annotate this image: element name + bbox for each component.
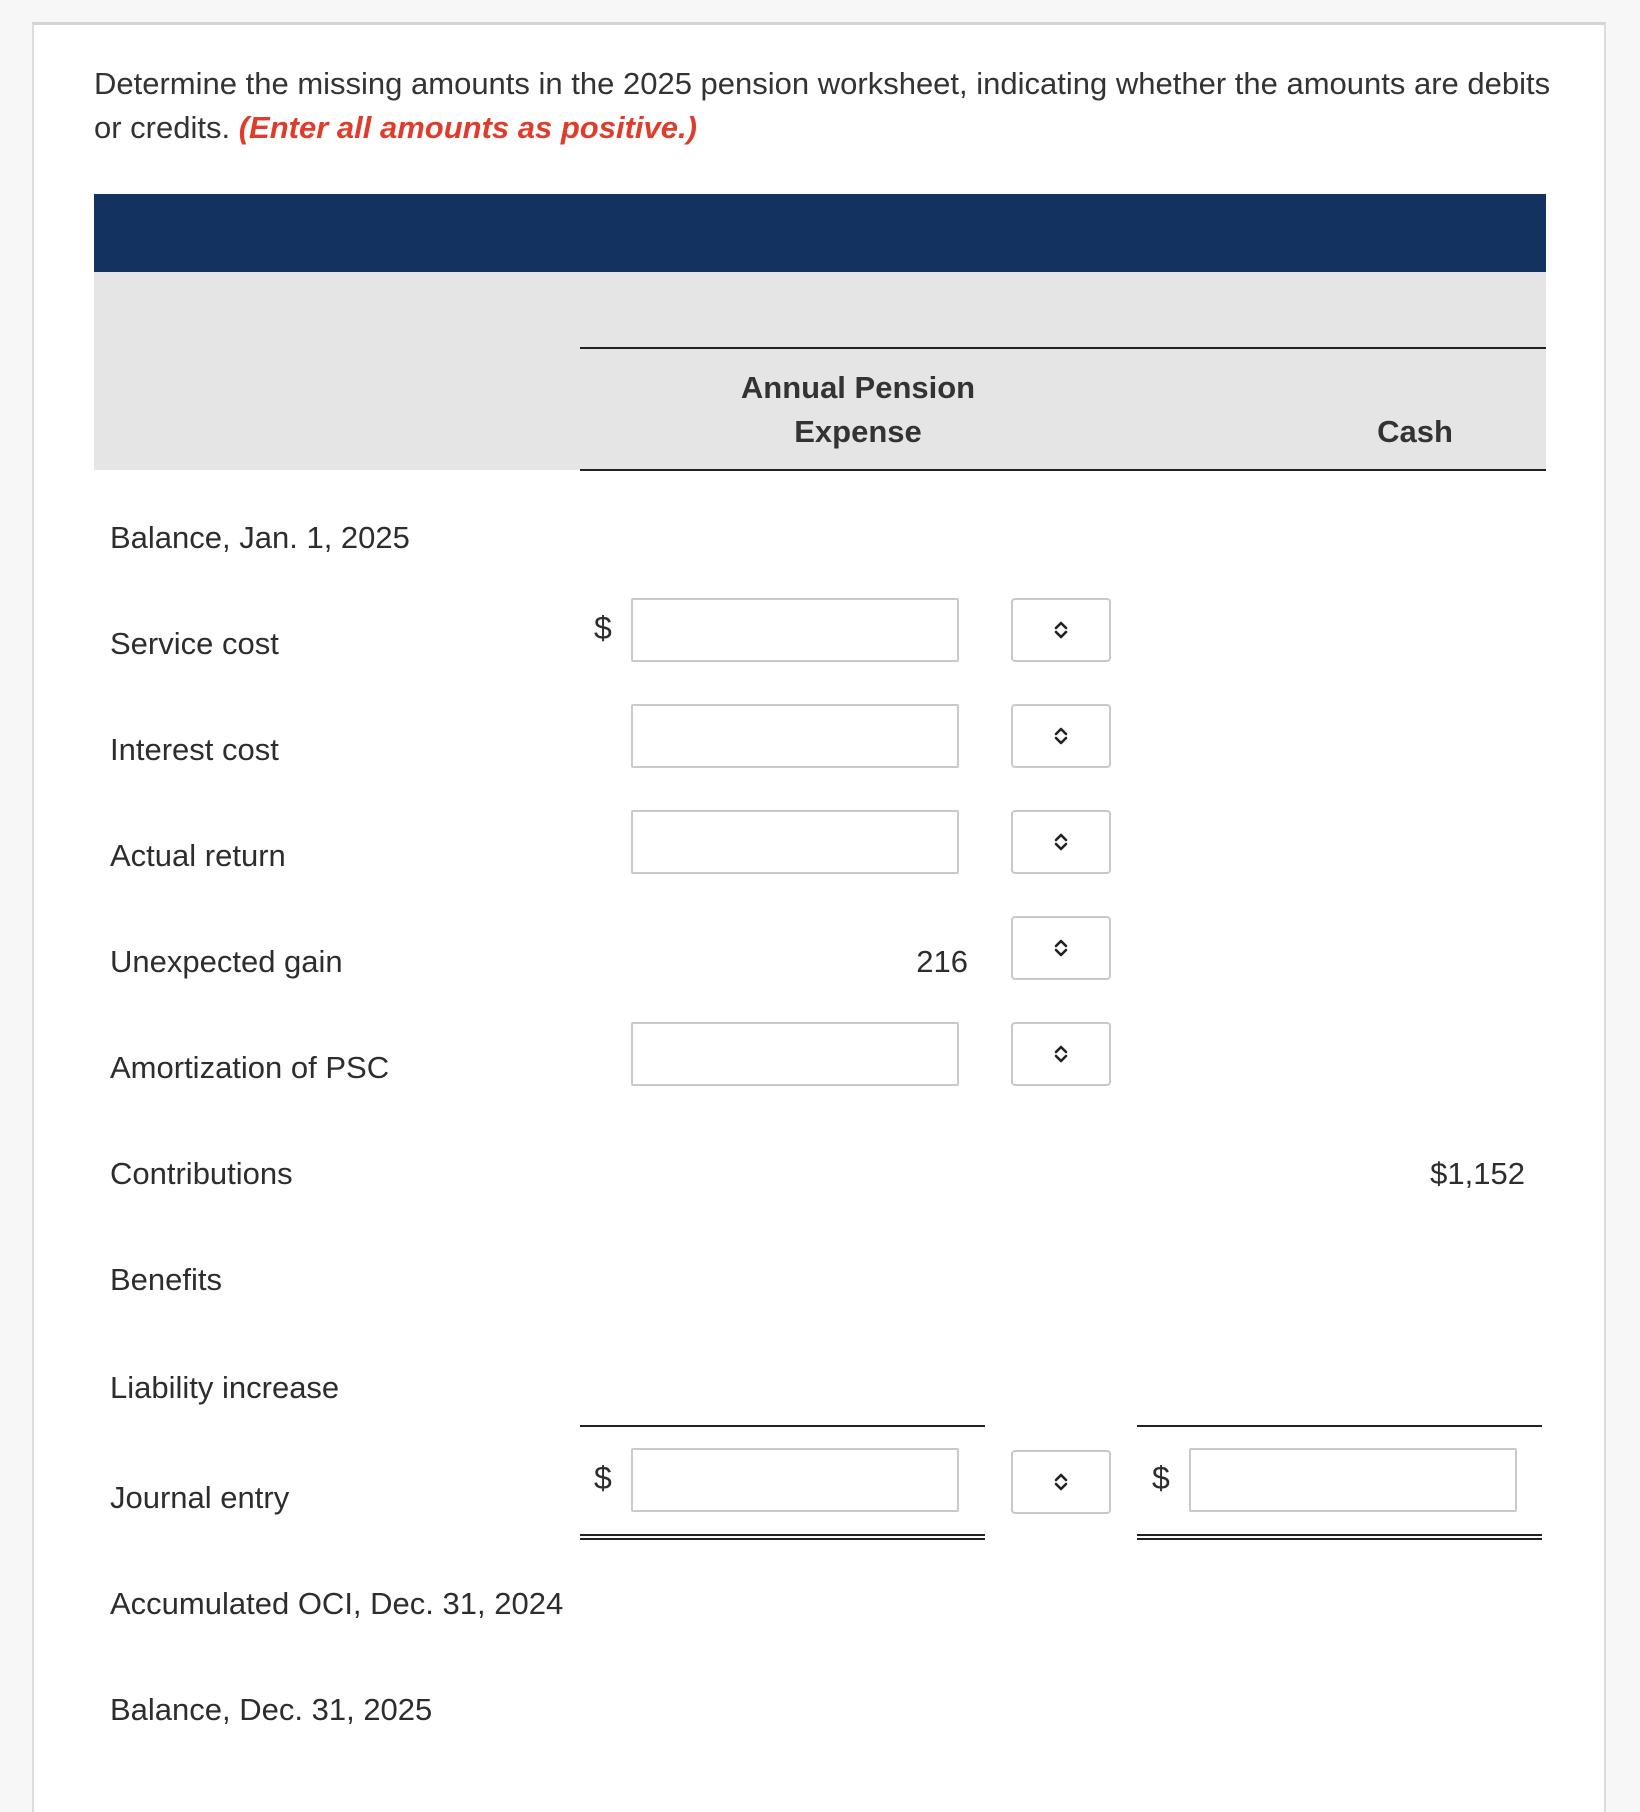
unexpected-gain-expense-value: 216 [916, 944, 968, 979]
interest-cost-dr-cr-select[interactable] [1011, 704, 1111, 768]
row-label-contributions: Contributions [110, 1156, 293, 1191]
column-header-annual-pension-expense [680, 366, 1036, 454]
column-header-cash: Cash [1377, 414, 1453, 449]
column-header-line2: Expense [794, 414, 922, 449]
row-label-service-cost: Service cost [110, 626, 279, 661]
journal-entry-dr-cr-select[interactable] [1011, 1450, 1111, 1514]
question-hint: (Enter all amounts as positive.) [238, 110, 697, 145]
journal-entry-expense-input[interactable] [631, 1448, 959, 1512]
amortization-psc-dr-cr-select[interactable] [1011, 1022, 1111, 1086]
service-cost-expense-input[interactable] [631, 598, 959, 662]
chevron-up-down-icon [1050, 937, 1072, 959]
row-label-journal-entry: Journal entry [110, 1480, 290, 1515]
chevron-up-down-icon [1050, 831, 1072, 853]
row-label-accumulated-oci: Accumulated OCI, Dec. 31, 2024 [110, 1586, 564, 1621]
row-label-benefits: Benefits [110, 1262, 223, 1297]
service-cost-dr-cr-select[interactable] [1011, 598, 1111, 662]
currency-symbol: $ [594, 610, 612, 646]
row-label-balance-jan: Balance, Jan. 1, 2025 [110, 520, 410, 555]
amortization-psc-expense-input[interactable] [631, 1022, 959, 1086]
currency-symbol: $ [594, 1460, 612, 1496]
question-text [94, 62, 1554, 150]
chevron-up-down-icon [1050, 1471, 1072, 1493]
chevron-up-down-icon [1050, 1043, 1072, 1065]
currency-symbol: $ [1152, 1460, 1170, 1496]
interest-cost-expense-input[interactable] [631, 704, 959, 768]
chevron-up-down-icon [1050, 725, 1072, 747]
journal-entry-cash-input[interactable] [1189, 1448, 1517, 1512]
cash-double-underline [1137, 1534, 1542, 1540]
actual-return-expense-input[interactable] [631, 810, 959, 874]
cash-total-rule [1137, 1425, 1542, 1427]
row-label-balance-dec: Balance, Dec. 31, 2025 [110, 1692, 433, 1727]
chevron-up-down-icon [1050, 619, 1072, 641]
header-bottom-rule [580, 469, 1546, 471]
row-label-amortization-psc: Amortization of PSC [110, 1050, 390, 1085]
row-label-unexpected-gain: Unexpected gain [110, 944, 343, 979]
row-label-liability-increase: Liability increase [110, 1370, 340, 1405]
header-top-rule [580, 347, 1546, 349]
row-label-actual-return: Actual return [110, 838, 286, 873]
row-label-interest-cost: Interest cost [110, 732, 279, 767]
column-header-line1: Annual Pension [740, 370, 976, 405]
expense-total-rule [580, 1425, 985, 1427]
table-title-band [94, 194, 1546, 272]
unexpected-gain-dr-cr-select[interactable] [1011, 916, 1111, 980]
actual-return-dr-cr-select[interactable] [1011, 810, 1111, 874]
contributions-cash-value: $1,152 [1430, 1156, 1525, 1191]
expense-double-underline [580, 1534, 985, 1540]
question-prompt: Determine the missing amounts in the 2025 pension worksheet, indicating whether the amounts are debits or credits. [94, 66, 1551, 145]
